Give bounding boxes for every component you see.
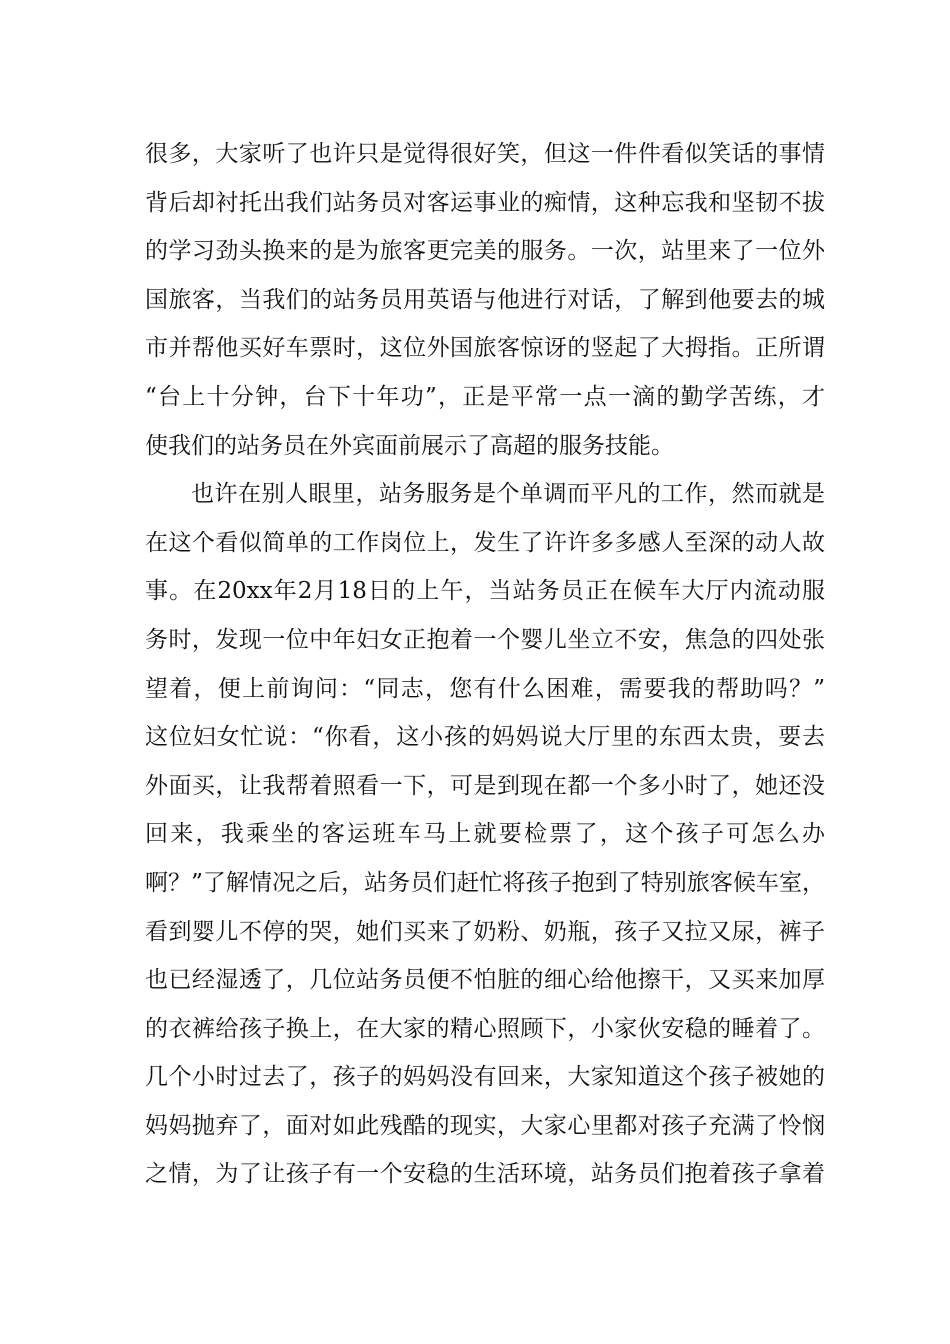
text-line: 国旅客，当我们的站务员用英语与他进行对话，了解到他要去的城 bbox=[145, 286, 825, 313]
text-line: 在这个看似简单的工作岗位上，发生了许许多多感人至深的动人故 bbox=[145, 529, 825, 556]
text-line: 的学习劲头换来的是为旅客更完美的服务。一次，站里来了一位外 bbox=[145, 238, 825, 265]
text-line: 外面买，让我帮着照看一下，可是到现在都一个多小时了，她还没 bbox=[145, 772, 825, 799]
text-line: 的衣裤给孩子换上，在大家的精心照顾下，小家伙安稳的睡着了。 bbox=[145, 1015, 825, 1042]
text-line: 回来，我乘坐的客运班车马上就要检票了，这个孩子可怎么办 bbox=[145, 821, 825, 848]
text-line: 妈妈抛弃了，面对如此残酷的现实，大家心里都对孩子充满了怜悯 bbox=[145, 1112, 825, 1139]
paragraph-start-line: 也许在别人眼里，站务服务是个单调而平凡的工作，然而就是 bbox=[191, 481, 825, 508]
text-line: 啊？”了解情况之后，站务员们赶忙将孩子抱到了特别旅客候车室， bbox=[145, 869, 825, 896]
text-line: “台上十分钟，台下十年功”，正是平常一点一滴的勤学苦练，才 bbox=[145, 383, 825, 410]
text-line: 看到婴儿不停的哭，她们买来了奶粉、奶瓶，孩子又拉又尿，裤子 bbox=[145, 918, 825, 945]
text-line: 望着，便上前询问：“同志，您有什么困难，需要我的帮助吗？” bbox=[145, 675, 825, 702]
text-line: 市并帮他买好车票时，这位外国旅客惊讶的竖起了大拇指。正所谓 bbox=[145, 335, 825, 362]
text-line: 很多，大家听了也许只是觉得很好笑，但这一件件看似笑话的事情 bbox=[145, 141, 825, 167]
text-line: 背后却衬托出我们站务员对客运事业的痴情，这种忘我和坚韧不拔 bbox=[145, 189, 825, 216]
text-line: 之情，为了让孩子有一个安稳的生活环境，站务员们抱着孩子拿着 bbox=[145, 1161, 825, 1188]
text-line: 务时，发现一位中年妇女正抱着一个婴儿坐立不安，焦急的四处张 bbox=[145, 626, 825, 653]
document-body bbox=[145, 130, 825, 1199]
text-line: 事。在20xx年2月18日的上午，当站务员正在候车大厅内流动服 bbox=[145, 578, 825, 605]
text-line: 也已经湿透了，几位站务员便不怕脏的细心给他擦干，又买来加厚 bbox=[145, 967, 825, 994]
text-line: 几个小时过去了，孩子的妈妈没有回来，大家知道这个孩子被她的 bbox=[145, 1064, 825, 1091]
text-line: 使我们的站务员在外宾面前展示了高超的服务技能。 bbox=[145, 432, 674, 459]
text-line: 这位妇女忙说：“你看，这小孩的妈妈说大厅里的东西太贵，要去 bbox=[145, 724, 825, 751]
